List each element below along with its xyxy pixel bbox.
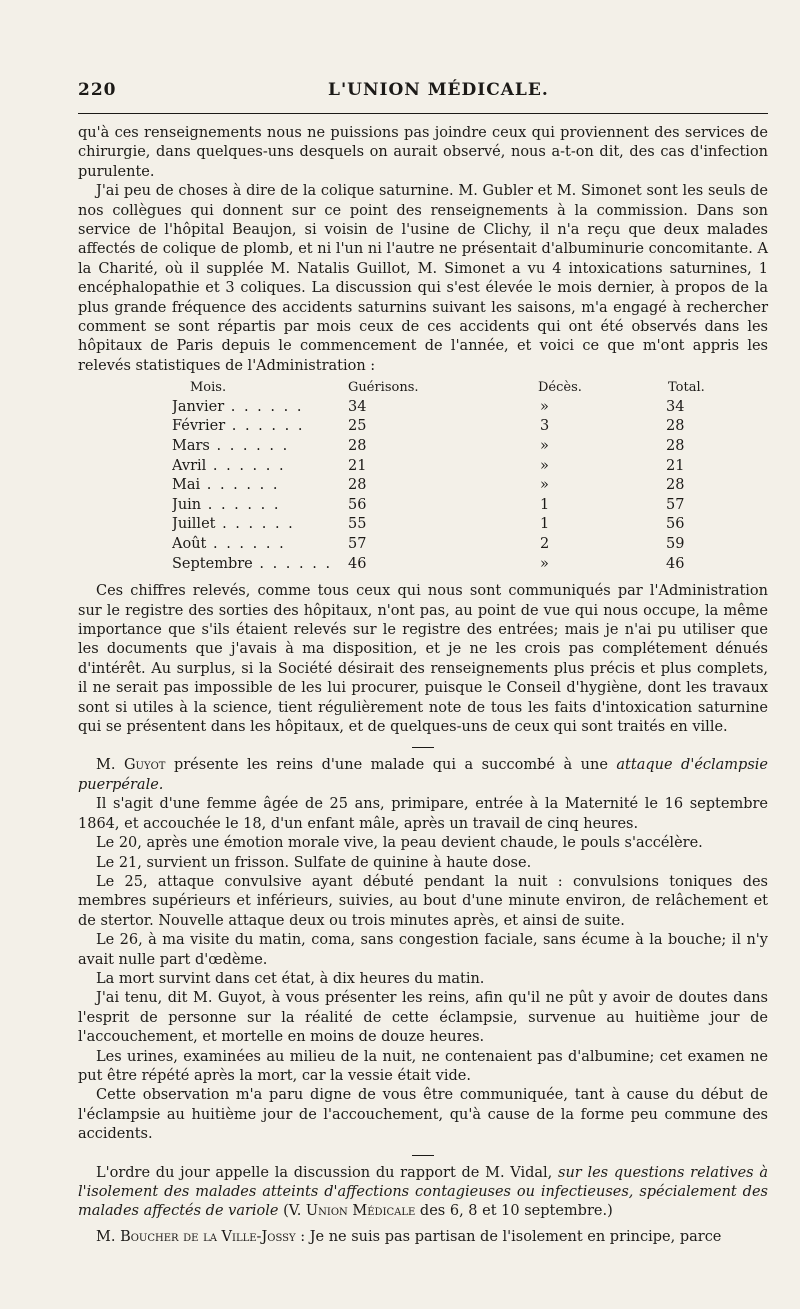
- header-guerisons: Guérisons.: [348, 380, 419, 396]
- cell-guerisons: 28: [348, 438, 367, 455]
- cell-deces: »: [540, 477, 549, 494]
- guyot-line: Il s'agit d'une femme âgée de 25 ans, primipare, entrée à la Maternité le 16 septembre 1864, et accouchée le 18, d'un enfant mâle, après un travail de cinq heures.: [78, 796, 768, 832]
- guyot-line: Le 25, attaque convulsive ayant débuté pendant la nuit : convulsions toniques des membres supérieurs et inférieurs, suivies, au bout d'une minute environ, de relâchement et de stertor. Nouvelle attaque deux ou trois minutes après, et ainsi de suite.: [78, 873, 768, 929]
- table-row: [172, 515, 732, 535]
- journal-name: Union Médicale: [305, 1203, 416, 1220]
- cell-mois: Février . . . . . .: [172, 418, 305, 435]
- page-number: 220: [78, 80, 117, 100]
- cell-total: 34: [666, 398, 685, 415]
- cell-total: 56: [666, 516, 685, 533]
- boucher-text: : Je ne suis pas partisan de l'isolement en principe, parce: [295, 1228, 722, 1245]
- table-row: [172, 437, 732, 457]
- header-mois: Mois.: [190, 380, 227, 396]
- leader-dots: . . . . . .: [215, 516, 295, 533]
- cell-total: 28: [666, 477, 685, 494]
- statistics-table: [172, 378, 732, 574]
- paragraph-boucher: [78, 1228, 768, 1247]
- ordre-italic: sur les questions relatives à l'isolement des malades atteints d'affections contagieuses ou infectieuses, spécialement des malades affectés de variole: [78, 1164, 768, 1220]
- cell-deces: »: [540, 457, 549, 474]
- cell-mois: Juin . . . . . .: [172, 496, 281, 513]
- header-total: Total.: [668, 380, 705, 396]
- table-row: [172, 555, 732, 575]
- cell-total: 46: [666, 555, 685, 572]
- paragraph-chiffres: Ces chiffres relevés, comme tous ceux qui nous sont communiqués par l'Administration sur le registre des sorties des hôpitaux, n'ont pas, au point de vue qui nous occupe, la même importance que s'ils étaient relevés sur le registre des entrées; mais je n'ai pu utiliser que les documents que j'avais à ma disposition, et je ne les crois pas complétement dénués d'intérêt. Au surplus, si la Société désirait des renseignements plus précis et plus complets, il ne serait pas impossible de les lui procurer, puisque le Conseil d'hygiène, dont les travaux sont si utiles à la science, tient régulièrement note de tous les faits d'intoxication saturnine qui se présentent dans les hôpitaux, et de quelques-uns de ceux qui sont traités en ville.: [78, 583, 768, 736]
- cell-guerisons: 57: [348, 536, 367, 553]
- cell-guerisons: 21: [348, 457, 367, 474]
- table-row: [172, 535, 732, 555]
- speaker-guyot: M. Guyot: [96, 757, 166, 774]
- cell-mois: Août . . . . . .: [172, 536, 286, 553]
- cell-deces: »: [540, 438, 549, 455]
- table-row: [172, 476, 732, 496]
- cell-total: 28: [666, 418, 685, 435]
- leader-dots: . . . . . .: [252, 555, 333, 572]
- cell-mois: Mai . . . . . .: [172, 477, 280, 494]
- cell-guerisons: 46: [348, 555, 367, 572]
- ordre-text-1: L'ordre du jour appelle la discussion du rapport de M. Vidal,: [96, 1164, 559, 1181]
- section-separator: [412, 747, 434, 748]
- cell-mois: Juillet . . . . . .: [172, 516, 295, 533]
- guyot-line: Cette observation m'a paru digne de vous être communiquée, tant à cause du début de l'éclampsie au huitième jour de l'accouchement, qu'à cause de la forme peu commune des accidents.: [78, 1087, 768, 1143]
- leader-dots: . . . . . .: [206, 536, 286, 553]
- cell-guerisons: 34: [348, 398, 367, 415]
- cell-mois: Avril . . . . . .: [172, 457, 286, 474]
- cell-guerisons: 55: [348, 516, 367, 533]
- cell-deces: »: [540, 555, 549, 572]
- guyot-line: Le 20, après une émotion morale vive, la peau devient chaude, le pouls s'accélère.: [96, 835, 703, 852]
- cell-total: 59: [666, 536, 685, 553]
- cell-mois: Janvier . . . . . .: [172, 398, 304, 415]
- cell-mois: Mars . . . . . .: [172, 438, 290, 455]
- leader-dots: . . . . . .: [206, 457, 286, 474]
- cell-mois: Septembre . . . . . .: [172, 555, 333, 572]
- guyot-line: Les urines, examinées au milieu de la nuit, ne contenaient pas d'albumine; cet examen ne put être répété après la mort, car la vessie était vide.: [78, 1048, 768, 1084]
- section-separator: [412, 1155, 434, 1156]
- cell-guerisons: 25: [348, 418, 367, 435]
- guyot-intro-italic: attaque d'éclampsie puerpérale.: [78, 757, 769, 793]
- paragraph-ordre-du-jour: [78, 1164, 768, 1222]
- cell-deces: 2: [540, 536, 550, 553]
- table-row: [172, 496, 732, 516]
- table-body: [172, 398, 732, 574]
- cell-deces: »: [540, 398, 549, 415]
- cell-guerisons: 56: [348, 496, 367, 513]
- guyot-intro-text: présente les reins d'une malade qui a succombé à une: [165, 757, 617, 774]
- header-rule: [78, 113, 768, 114]
- paragraph-guyot-intro: [78, 756, 768, 795]
- table-row: [172, 398, 732, 418]
- cell-deces: 1: [540, 496, 550, 513]
- table-header: [172, 378, 732, 398]
- guyot-line: La mort survint dans cet état, à dix heures du matin.: [96, 970, 485, 987]
- table-row: [172, 457, 732, 477]
- running-title: L'UNION MÉDICALE.: [328, 80, 549, 100]
- page-header: [78, 80, 768, 104]
- leader-dots: . . . . . .: [224, 398, 304, 415]
- leader-dots: . . . . . .: [201, 496, 281, 513]
- table-row: [172, 417, 732, 437]
- header-deces: Décès.: [538, 380, 582, 396]
- leader-dots: . . . . . .: [225, 418, 305, 435]
- cell-deces: 3: [540, 418, 550, 435]
- paragraph-continuation: qu'à ces renseignements nous ne puissions pas joindre ceux qui proviennent des services de chirurgie, dans quelques-uns desquels on aurait observé, nous a-t-on dit, des cas d'infection purulente.: [78, 125, 768, 180]
- cell-guerisons: 28: [348, 477, 367, 494]
- cell-total: 28: [666, 438, 685, 455]
- leader-dots: . . . . . .: [200, 477, 280, 494]
- ordre-text-2: (V.: [278, 1203, 306, 1220]
- page-body: [78, 124, 768, 1247]
- cell-total: 57: [666, 496, 685, 513]
- cell-total: 21: [666, 457, 685, 474]
- cell-deces: 1: [540, 516, 550, 533]
- leader-dots: . . . . . .: [209, 438, 290, 455]
- guyot-line: Le 26, à ma visite du matin, coma, sans congestion faciale, sans écume à la bouche; il n'y avait nulle part d'œdème.: [78, 932, 768, 968]
- guyot-line: J'ai tenu, dit M. Guyot, à vous présenter les reins, afin qu'il ne pût y avoir de doutes dans l'esprit de personne sur la réalité de cette éclampsie, survenue au huitième jour de l'accouchement, et mortelle en moins de douze heures.: [78, 990, 768, 1046]
- speaker-boucher: M. Boucher de la Ville-Jossy: [96, 1228, 296, 1245]
- paragraph-colique-saturnine: J'ai peu de choses à dire de la colique saturnine. M. Gubler et M. Simonet sont les seuls de nos collègues qui donnent sur ce point des renseignements à la commission. Dans son service de l'hôpital Beaujon, si voisin de l'usine de Clichy, il n'a reçu que deux malades affectés de colique de plomb, et ni l'un ni l'autre ne présentait d'albuminurie concomitante. A la Charité, où il supplée M. Natalis Guillot, M. Simonet a vu 4 intoxications saturnines, 1 encéphalopathie et 3 coliques. La discussion qui s'est élevée le mois dernier, à propos de la plus grande fréquence des accidents saturnins suivant les saisons, m'a engagé à rechercher comment se sont répartis par mois ceux de ces accidents qui ont été observés dans les hôpitaux de Paris depuis le commencement de l'année, et voici ce que m'ont appris les relevés statistiques de l'Administration :: [78, 183, 768, 374]
- guyot-line: Le 21, survient un frisson. Sulfate de quinine à haute dose.: [96, 854, 532, 871]
- ordre-text-3: des 6, 8 et 10 septembre.): [415, 1203, 613, 1220]
